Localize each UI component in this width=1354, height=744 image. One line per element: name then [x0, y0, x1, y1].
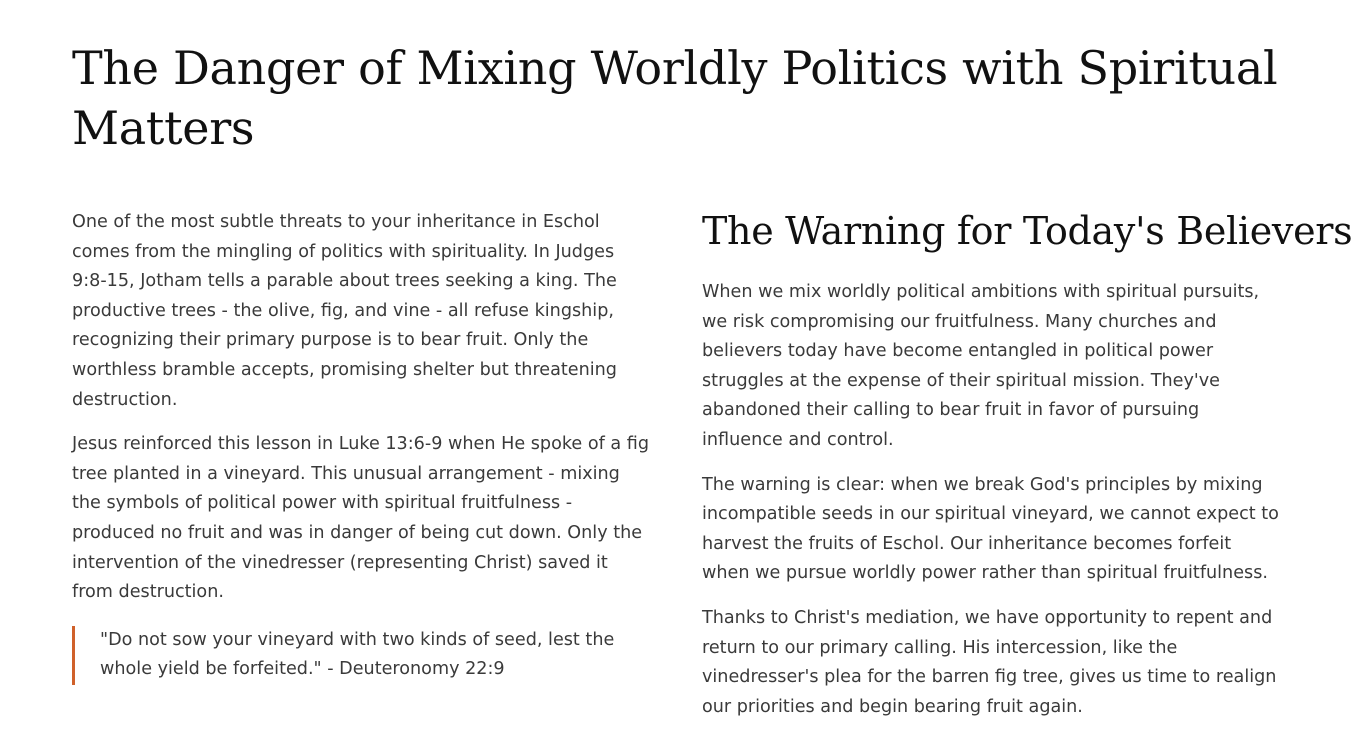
- body-paragraph: One of the most subtle threats to your inheritance in Eschol comes from the mingling of politics with spirituality. In Judges 9:8-15, Jotham tells a parable about trees seeking a king. The productive trees - the olive, fig, and vine - all refuse kingship, recognizing their primary purpose is to bear fruit. Only the worthless bramble accepts, promising shelter but threatening destruction.: [72, 212, 617, 410]
- body-paragraph: Thanks to Christ's mediation, we have opportunity to repent and return to our primary calling. His intercession, like the vinedresser's plea for the barren fig tree, gives us time to realign our priorities and begin bearing fruit again.: [702, 607, 1277, 717]
- right-column: [702, 208, 1353, 737]
- article: [72, 38, 1353, 717]
- body-paragraph: When we mix worldly political ambitions with spiritual pursuits, we risk compromising our fruitfulness. Many churches and believers today have become entangled in political power struggles at the expense of their spiritual mission. They've abandoned their calling to bear fruit in favor of pursuing influence and control.: [702, 282, 1260, 450]
- page-title: The Danger of Mixing Worldly Politics with Spiritual Matters: [72, 41, 1278, 155]
- body-paragraph: The warning is clear: when we break God's principles by mixing incompatible seeds in our spiritual vineyard, we cannot expect to harvest the fruits of Eschol. Our inheritance becomes forfeit when we pursue worldly power rather than spiritual fruitfulness.: [702, 474, 1279, 584]
- left-column: [72, 208, 652, 685]
- section-heading: The Warning for Today's Believers: [702, 209, 1353, 253]
- scripture-quote: "Do not sow your vineyard with two kinds of seed, lest the whole yield be forfeited." - Deuteronomy 22:9: [72, 626, 652, 685]
- body-paragraph: Jesus reinforced this lesson in Luke 13:6-9 when He spoke of a fig tree planted in a vineyard. This unusual arrangement - mixing the symbols of political power with spiritual fruitfulness - produced no fruit and was in danger of being cut down. Only the intervention of the vinedresser (representing Christ) saved it from destruction.: [72, 434, 650, 603]
